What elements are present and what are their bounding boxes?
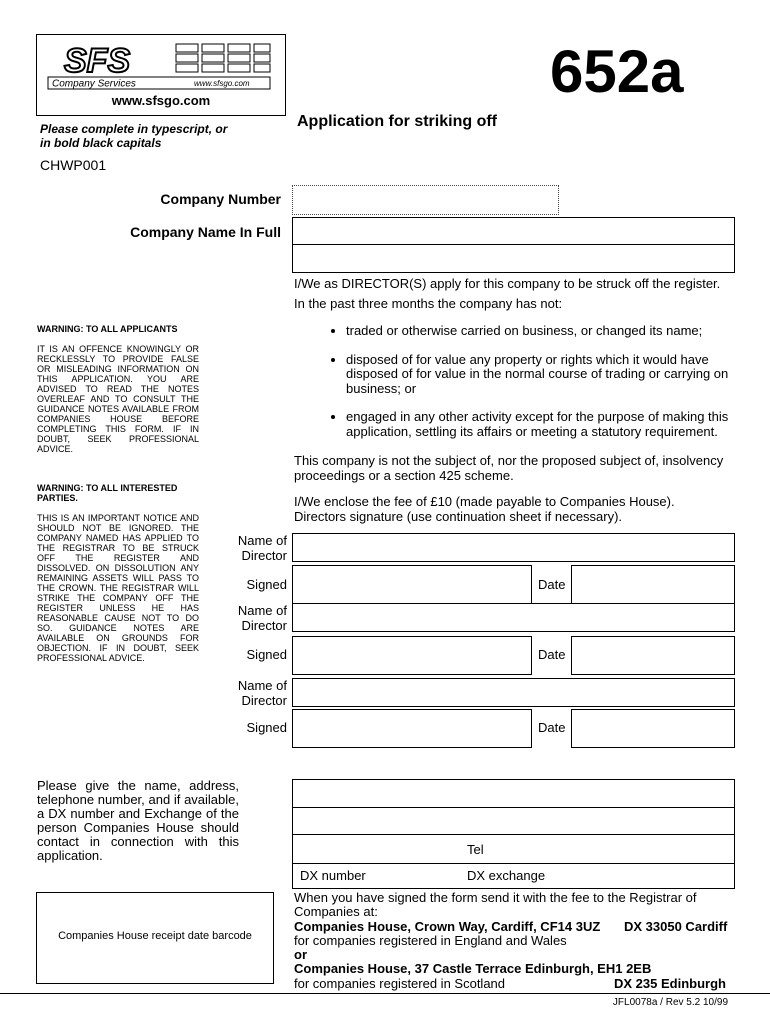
form-code: CHWP001 [40, 157, 107, 173]
contact-tel-row[interactable] [292, 834, 735, 864]
edinburgh-address: Companies House, 37 Castle Terrace Edinburgh, EH1 2EB [294, 961, 652, 976]
company-number-input[interactable] [292, 185, 559, 215]
send-to-intro: When you have signed the form send it with the fee to the Registrar of Companies at: [294, 890, 697, 919]
footer-ref: JFL0078a / Rev 5.2 10/99 [612, 997, 728, 1008]
bullet-item: • engaged in any other activity except for the purpose of making this application, settling its affairs or meeting a statutory requirement. [346, 410, 734, 439]
director2-name-label: Name of Director [237, 603, 287, 633]
director1-name-label: Name of Director [237, 533, 287, 563]
contact-address-input[interactable] [292, 807, 735, 835]
company-name-input-line2[interactable] [292, 244, 735, 273]
tel-label: Tel [467, 842, 484, 857]
cardiff-address: Companies House, Crown Way, Cardiff, CF14 3UZ [294, 919, 601, 934]
or-text: or [294, 947, 307, 962]
company-number-label: Company Number [160, 191, 281, 207]
director1-signed-label: Signed [246, 577, 287, 592]
fee-statement: I/We enclose the fee of £10 (made payable to Companies House). [294, 494, 675, 509]
form-number: 652a [550, 38, 684, 105]
logo-site-small: www.sfsgo.com [194, 79, 250, 88]
barcode-label: Companies House receipt date barcode [58, 930, 252, 942]
director2-date-label: Date [538, 647, 566, 662]
company-name-input-line1[interactable] [292, 217, 735, 245]
contact-prompt: Please give the name, address, telephone number, and if available, a DX number and Exchange of the person Companies House should contact in connection with this application. [37, 778, 239, 863]
instructions: Please complete in typescript, or in bold black capitals [40, 122, 228, 150]
declaration-intro: I/We as DIRECTOR(S) apply for this company to be struck off the register. [294, 276, 721, 291]
director2-signed-label: Signed [246, 647, 287, 662]
logo-tagline: Company Services [52, 78, 136, 90]
warning-interested-heading: WARNING: TO ALL INTERESTED PARTIES. [37, 483, 178, 503]
cardiff-dx: DX 33050 Cardiff [624, 919, 728, 934]
website[interactable]: www.sfsgo.com [111, 93, 211, 108]
edinburgh-dx: DX 235 Edinburgh [614, 976, 726, 991]
cardiff-note: for companies registered in England and Wales [294, 933, 567, 948]
director1-date-input[interactable] [571, 565, 735, 604]
declaration-bullets [294, 324, 734, 453]
form-title: Application for striking off [297, 113, 497, 130]
contact-name-input[interactable] [292, 779, 735, 808]
signature-note: Directors signature (use continuation sheet if necessary). [294, 509, 623, 524]
logo-brand: SFS [64, 42, 131, 80]
dx-number-label: DX number [300, 868, 366, 883]
director3-date-label: Date [538, 720, 566, 735]
sfs-logo [44, 40, 278, 92]
director3-name-label: Name of Director [237, 678, 287, 708]
director2-name-input[interactable] [292, 603, 735, 632]
director3-date-input[interactable] [571, 709, 735, 748]
director2-signature-input[interactable] [292, 636, 532, 675]
director3-name-input[interactable] [292, 678, 735, 707]
warning-interested-body: THIS IS AN IMPORTANT NOTICE AND SHOULD NOT BE IGNORED. THE COMPANY NAMED HAS APPLIED TO THE REGISTRAR TO BE STRUCK OFF THE REGISTER AND DISSOLVED. ON DISSOLUTION ANY REMAINING ASSETS WILL PASS TO THE CROWN. THE REGISTRAR WILL STRIKE THE COMPANY OFF THE REGISTER UNLESS HE HAS REASONABLE CAUSE NOT TO DO SO. GUIDANCE NOTES ARE AVAILABLE ON GROUNDS FOR OBJECTION. IF IN DOUBT, SEEK PROFESSIONAL ADVICE. [37, 513, 199, 663]
director1-date-label: Date [538, 577, 566, 592]
warning-applicants-body: IT IS AN OFFENCE KNOWINGLY OR RECKLESSLY TO PROVIDE FALSE OR MISLEADING INFORMATION ON THIS APPLICATION. YOU ARE ADVISED TO READ THE NOTES OVERLEAF AND TO CONSULT THE GUIDANCE NOTES AVAILABLE FROM COMPANIES HOUSE BEFORE COMPLETING THIS FORM. IF IN DOUBT, SEEK PROFESSIONAL ADVICE. [37, 344, 199, 454]
company-name-label: Company Name In Full [130, 224, 281, 240]
director3-signature-input[interactable] [292, 709, 532, 748]
director1-name-input[interactable] [292, 533, 735, 562]
footer-rule [0, 993, 770, 994]
bullet-item: • traded or otherwise carried on business, or changed its name; [346, 324, 734, 339]
director2-date-input[interactable] [571, 636, 735, 675]
dx-exchange-label: DX exchange [467, 868, 546, 883]
warning-applicants-heading: WARNING: TO ALL APPLICANTS [37, 324, 178, 334]
edinburgh-note: for companies registered in Scotland [294, 976, 506, 991]
director3-signed-label: Signed [246, 720, 287, 735]
past-three-months: In the past three months the company has not: [294, 296, 563, 311]
bullet-item: • disposed of for value any property or rights which it would have disposed of for value in the normal course of trading or carrying on business; or [346, 353, 734, 397]
director1-signature-input[interactable] [292, 565, 532, 604]
insolvency-statement: This company is not the subject of, nor the proposed subject of, insolvency proceedings or a section 425 scheme. [294, 453, 724, 483]
